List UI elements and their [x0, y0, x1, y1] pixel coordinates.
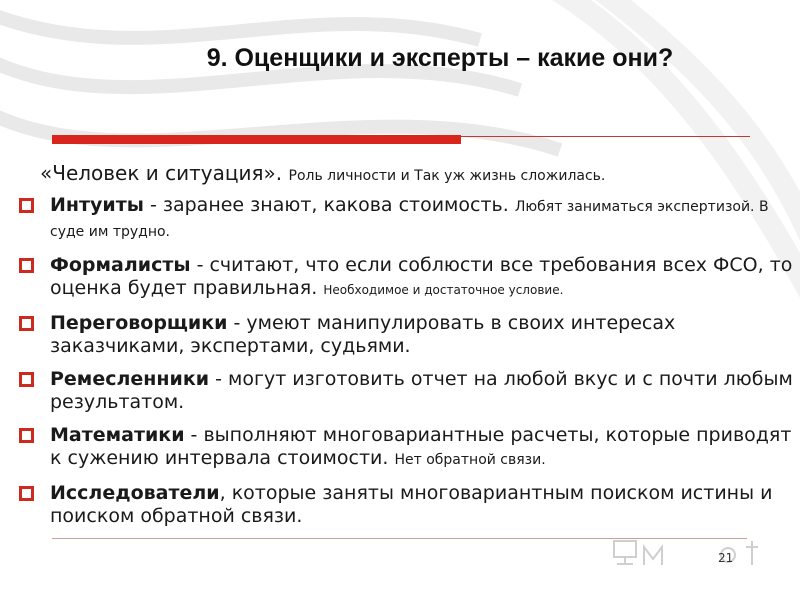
item-text: , которые заняты многовариантным поиском истины и поиском обратной связи. — [50, 482, 773, 527]
intro-note: Роль личности и Так уж жизнь сложилась. — [288, 168, 606, 184]
item-text: - заранее знают, какова стоимость. — [143, 194, 509, 216]
slide-title: 9. Оценщики и эксперты – какие они? — [206, 44, 674, 72]
item-term: Исследователи — [50, 482, 220, 504]
square-bullet-icon — [19, 198, 34, 213]
item-text: - могут изготовить отчет на любой вкус и с почти любым результатом. — [50, 368, 793, 413]
item-term: Формалисты — [50, 254, 191, 276]
watermark-logo-icon — [606, 538, 766, 574]
item-text: - умеют манипулировать в своих интересах заказчиками, экспертами, судьями. — [50, 312, 676, 357]
item-term: Ремесленники — [50, 368, 210, 390]
list-item-intuitives — [18, 194, 793, 244]
item-note: Любят заниматься экспертизой. В суде им трудно. — [50, 199, 769, 240]
item-note: Нет обратной связи. — [394, 452, 546, 468]
item-term: Математики — [50, 424, 185, 446]
list-item-craftsmen — [18, 368, 793, 414]
footer-divider — [52, 538, 747, 539]
page-number: 21 — [718, 551, 734, 565]
intro-line — [40, 160, 793, 190]
square-bullet-icon — [19, 486, 34, 501]
item-term: Переговорщики — [50, 312, 228, 334]
list-item-negotiators — [18, 312, 793, 358]
square-bullet-icon — [19, 258, 34, 273]
square-bullet-icon — [19, 316, 34, 331]
list-item-formalists — [18, 254, 793, 302]
list-item-mathematicians — [18, 424, 793, 472]
square-bullet-icon — [19, 428, 34, 443]
item-text: - считают, что если соблюсти все требования всех ФСО, то оценка будет правильная. — [50, 254, 793, 299]
list-item-researchers — [18, 482, 793, 528]
item-note: Необходимое и достаточное условие. — [323, 283, 564, 297]
item-term: Интуиты — [50, 194, 144, 216]
item-text: - выполняют многовариантные расчеты, которые приводят к сужению интервала стоимости. — [50, 424, 792, 469]
title-divider-accent — [52, 135, 461, 144]
intro-main: «Человек и ситуация». — [40, 161, 283, 185]
slide-content — [18, 160, 793, 538]
square-bullet-icon — [19, 372, 34, 387]
